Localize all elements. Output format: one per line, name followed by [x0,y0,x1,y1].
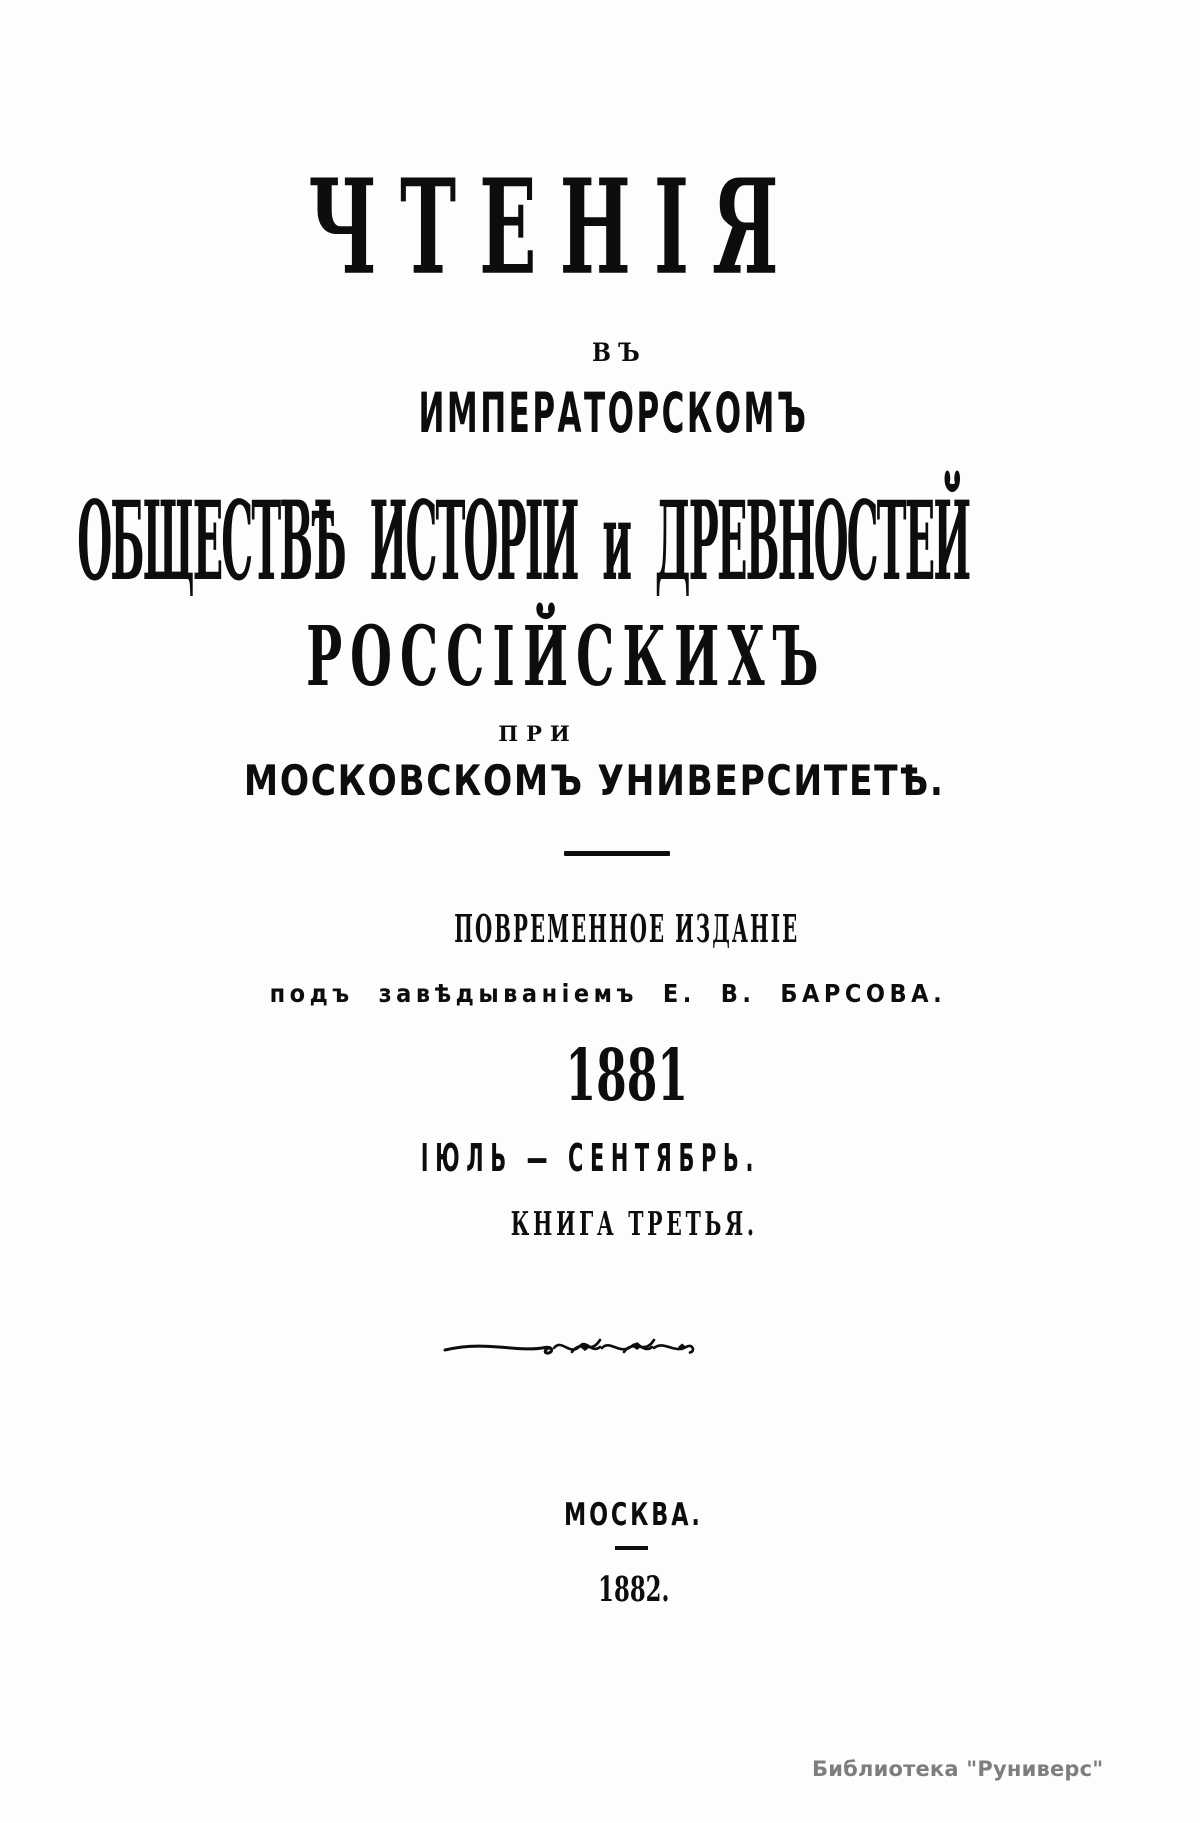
in-word: ВЪ [592,338,648,367]
city-row [0,1497,1200,1533]
university-row [0,756,1200,805]
at-word-row [0,723,1200,744]
city: МОСКВА. [563,1497,703,1533]
print-year-row [0,1569,1200,1610]
rule-divider-row [0,851,1200,856]
society-line: ОБЩЕСТВѢ ИСТОРІИ и ДРЕВНОСТЕЙ [76,478,970,606]
print-year: 1882. [598,1569,670,1610]
city-dash-row [0,1546,1200,1550]
year: 1881 [565,1033,689,1117]
period-row [0,1136,1200,1180]
book-row [0,1204,1200,1243]
university-line: МОСКОВСКОМЪ УНИВЕРСИТЕТѢ. [243,756,945,805]
main-title-row [0,150,1200,304]
in-word-row [0,340,1200,365]
year-row [0,1033,1200,1117]
city-dash [615,1546,648,1550]
editor-line: подъ завѣдываніемъ Е. В. БАРСОВА. [269,979,947,1008]
main-title: ЧТЕНІЯ [308,150,802,304]
ornamental-divider [442,1330,700,1358]
russian-row [0,609,1200,706]
editor-row [0,981,1200,1006]
rule-divider [564,851,670,856]
edition-row [0,906,1200,951]
imperial-line: ИМПЕРАТОРСКОМЪ [418,381,808,446]
book-line: КНИГА ТРЕТЬЯ. [510,1204,758,1243]
russian-line: РОССІЙСКИХЪ [305,609,827,706]
edition-line: ПОВРЕМЕННОЕ ИЗДАНІЕ [454,906,800,951]
society-row [0,478,1200,606]
at-word: ПРИ [498,721,578,746]
period-line: ІЮЛЬ — СЕНТЯБРЬ. [420,1136,760,1180]
ornamental-divider-row [0,1330,1200,1358]
library-watermark: Библиотека "Руниверс" [812,1757,1104,1781]
imperial-row [0,381,1200,446]
